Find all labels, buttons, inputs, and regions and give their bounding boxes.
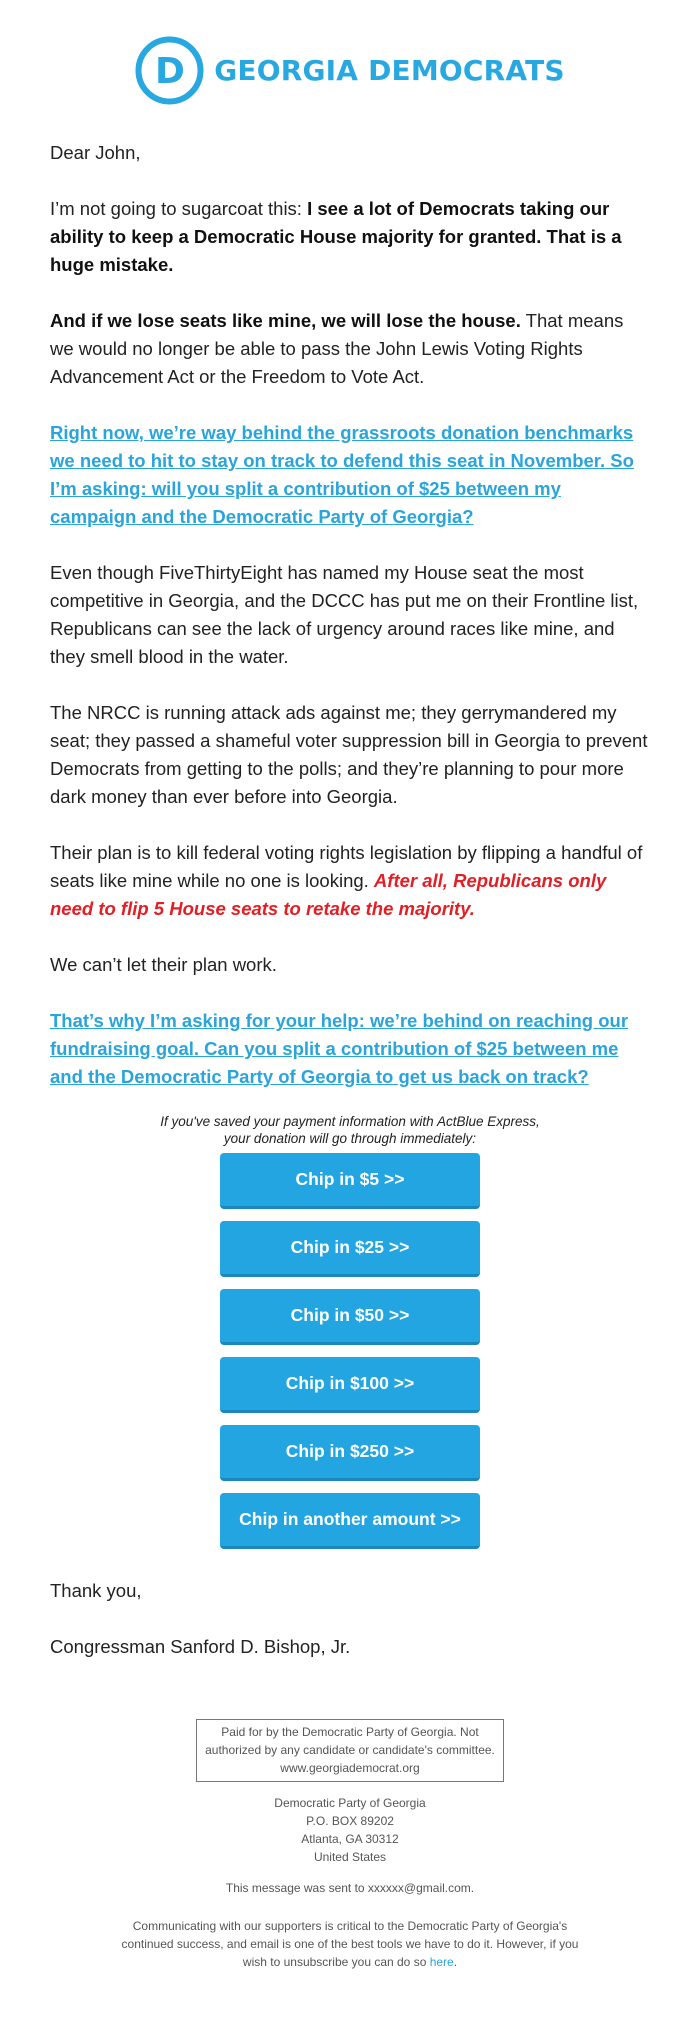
- georgia-democrats-logo[interactable]: [135, 36, 565, 105]
- express-note-line-2: your donation will go through immediately:: [223, 1131, 477, 1146]
- address-line-1: Democratic Party of Georgia: [274, 1796, 426, 1810]
- intro-text: I’m not going to sugarcoat this:: [50, 198, 308, 219]
- their-plan-red-emphasis: After all, Republicans only need to flip 5 House seats to retake the majority.: [50, 870, 607, 919]
- unsubscribe-text: Communicating with our supporters is critical to the Democratic Party of Georgia's continued success, and email is one of the best tools we have to do it. However, if you wish to unsubscribe you can do so: [121, 1919, 579, 1969]
- letter-body: [0, 139, 700, 1091]
- org-name: GEORGIA DEMOCRATS: [214, 54, 565, 87]
- greeting: Dear John,: [50, 142, 141, 163]
- unsubscribe-link[interactable]: here: [429, 1955, 454, 1969]
- chip-in-100-button[interactable]: Chip in $100 >>: [220, 1357, 480, 1413]
- closing: Thank you,: [50, 1580, 142, 1601]
- paragraph-ask-1: [50, 419, 650, 531]
- email-footer: [0, 1719, 700, 1971]
- address-line-3: Atlanta, GA 30312: [301, 1832, 399, 1846]
- intro-bold: I see a lot of Democrats taking our ability to keep a Democratic House majority for granted. That is a huge mistake.: [50, 198, 622, 275]
- paid-for-line-2: authorized by any candidate or candidate's committee.: [205, 1743, 495, 1757]
- democrats-d-logo-icon: [135, 36, 204, 105]
- logo-letter: D: [155, 51, 186, 92]
- chip-in-250-button[interactable]: Chip in $250 >>: [220, 1425, 480, 1481]
- mailing-address: [0, 1794, 700, 1866]
- paragraph-ask-2: [50, 1007, 650, 1091]
- signoff: [0, 1577, 700, 1661]
- signature: Congressman Sanford D. Bishop, Jr.: [50, 1636, 351, 1657]
- paragraph-fivethirtyeight: Even though FiveThirtyEight has named my House seat the most competitive in Georgia, and the DCCC has put me on their Frontline list, Republicans can see the lack of urgency around races like mine, and they smell blood in the water.: [50, 562, 639, 667]
- paid-for-website[interactable]: www.georgiademocrat.org: [280, 1761, 420, 1775]
- chip-in-25-button[interactable]: Chip in $25 >>: [220, 1221, 480, 1277]
- paragraph-lose-seats: [50, 307, 650, 391]
- address-line-2: P.O. BOX 89202: [306, 1814, 394, 1828]
- paragraph-cant-let: We can’t let their plan work.: [50, 954, 277, 975]
- donation-ask-link-1[interactable]: Right now, we’re way behind the grassroots donation benchmarks we need to hit to stay on track to defend this seat in November. So I’m asking: will you split a contribution of $25 between my campaign and the Democratic Party of Georgia?: [50, 422, 634, 527]
- sent-to-notice: This message was sent to xxxxxx@gmail.com.: [225, 1881, 475, 1895]
- chip-in-other-amount-button[interactable]: Chip in another amount >>: [220, 1493, 480, 1549]
- email-header: [0, 0, 700, 139]
- paid-for-disclaimer: [196, 1719, 504, 1782]
- unsubscribe-end: .: [453, 1955, 458, 1969]
- donation-buttons: [0, 1153, 700, 1561]
- paragraph-nrcc: The NRCC is running attack ads against me; they gerrymandered my seat; they passed a shameful voter suppression bill in Georgia to prevent Democrats from getting to the polls; and they’re planning to pour more dark money than ever before into Georgia.: [50, 702, 648, 807]
- chip-in-5-button[interactable]: Chip in $5 >>: [220, 1153, 480, 1209]
- unsubscribe-notice: [110, 1917, 590, 1971]
- chip-in-50-button[interactable]: Chip in $50 >>: [220, 1289, 480, 1345]
- paragraph-their-plan: [50, 839, 650, 923]
- paid-for-line-1: Paid for by the Democratic Party of Georgia. Not: [221, 1725, 479, 1739]
- address-line-4: United States: [313, 1850, 387, 1864]
- paragraph-intro: [50, 195, 650, 279]
- lose-seats-text: That means we would no longer be able to pass the John Lewis Voting Rights Advancement Act or the Freedom to Vote Act.: [50, 310, 624, 387]
- actblue-express-note: [0, 1113, 700, 1147]
- express-note-line-1: If you've saved your payment information with ActBlue Express,: [160, 1114, 540, 1129]
- lose-seats-bold: And if we lose seats like mine, we will lose the house.: [50, 310, 521, 331]
- donation-ask-link-2[interactable]: That’s why I’m asking for your help: we’re behind on reaching our fundraising goal. Can you split a contribution of $25 between me and the Democratic Party of Georgia to get us back on track?: [50, 1010, 629, 1087]
- their-plan-text: Their plan is to kill federal voting rights legislation by flipping a handful of seats like mine while no one is looking.: [50, 842, 643, 891]
